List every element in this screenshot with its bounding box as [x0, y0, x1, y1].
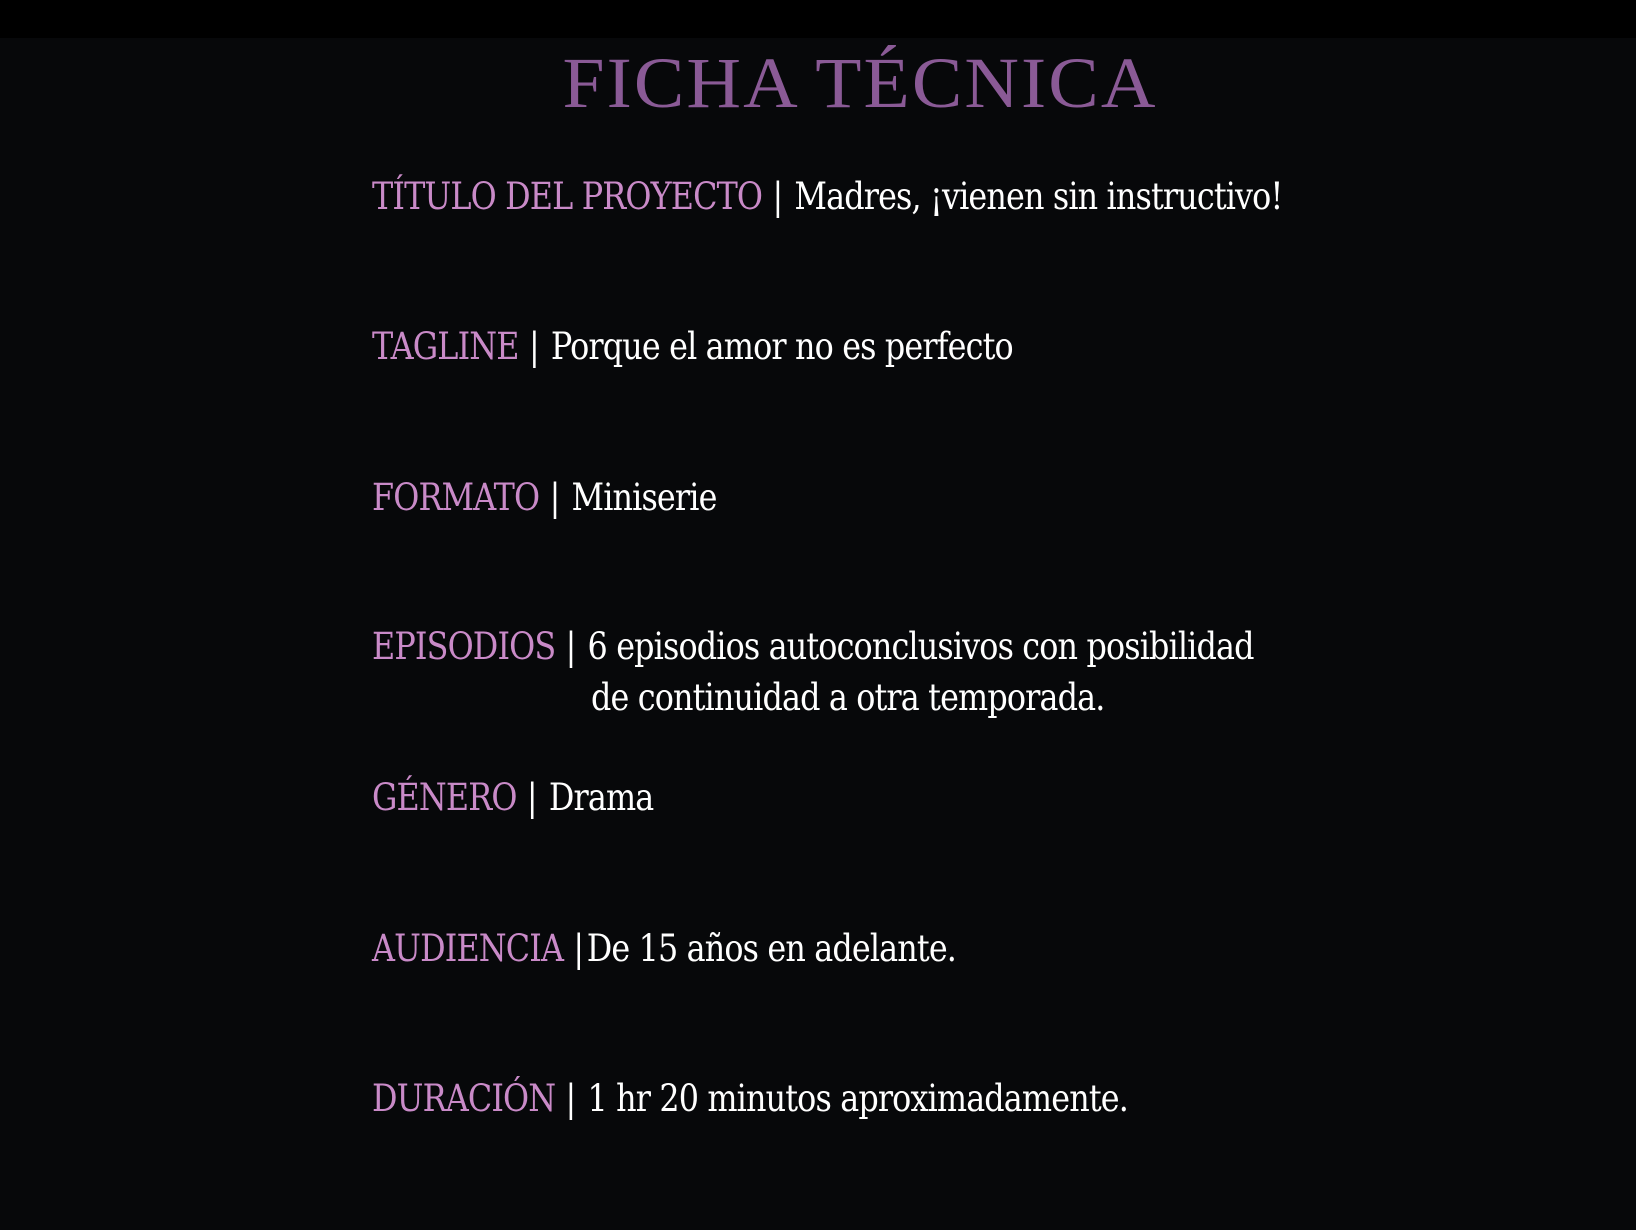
row-separator: | — [565, 625, 576, 668]
row-value-continuation: de continuidad a otra temporada. — [591, 676, 1105, 719]
row-value: 6 episodios autoconclusivos con posibilidad — [587, 625, 1254, 668]
row-audiencia — [372, 924, 956, 974]
row-label: GÉNERO — [372, 776, 517, 819]
top-bar — [0, 0, 1636, 38]
row-genero — [372, 773, 653, 823]
row-separator: | — [549, 476, 560, 519]
row-label: FORMATO — [372, 476, 540, 519]
row-label: TAGLINE — [372, 325, 519, 368]
row-separator: | — [565, 1077, 576, 1120]
row-formato — [372, 473, 717, 523]
row-separator: | — [526, 776, 537, 819]
row-separator: | — [772, 175, 783, 218]
page-title: FICHA TÉCNICA — [562, 43, 1158, 123]
row-label: DURACIÓN — [372, 1077, 556, 1120]
row-value: 1 hr 20 minutos aproximadamente. — [587, 1077, 1128, 1120]
row-titulo — [372, 172, 1282, 222]
row-separator: | — [573, 927, 584, 970]
row-value: Miniserie — [571, 476, 717, 519]
row-duracion — [372, 1074, 1128, 1124]
row-label: EPISODIOS — [372, 625, 556, 668]
row-label: TÍTULO DEL PROYECTO — [372, 175, 763, 218]
row-value: Drama — [548, 776, 654, 819]
row-value: Porque el amor no es perfecto — [550, 325, 1013, 368]
row-separator: | — [528, 325, 539, 368]
row-value: De 15 años en adelante. — [586, 927, 957, 970]
row-tagline — [372, 322, 1013, 372]
row-label: AUDIENCIA — [372, 927, 564, 970]
row-episodios — [372, 622, 1254, 672]
row-value: Madres, ¡vienen sin instructivo! — [794, 175, 1283, 218]
